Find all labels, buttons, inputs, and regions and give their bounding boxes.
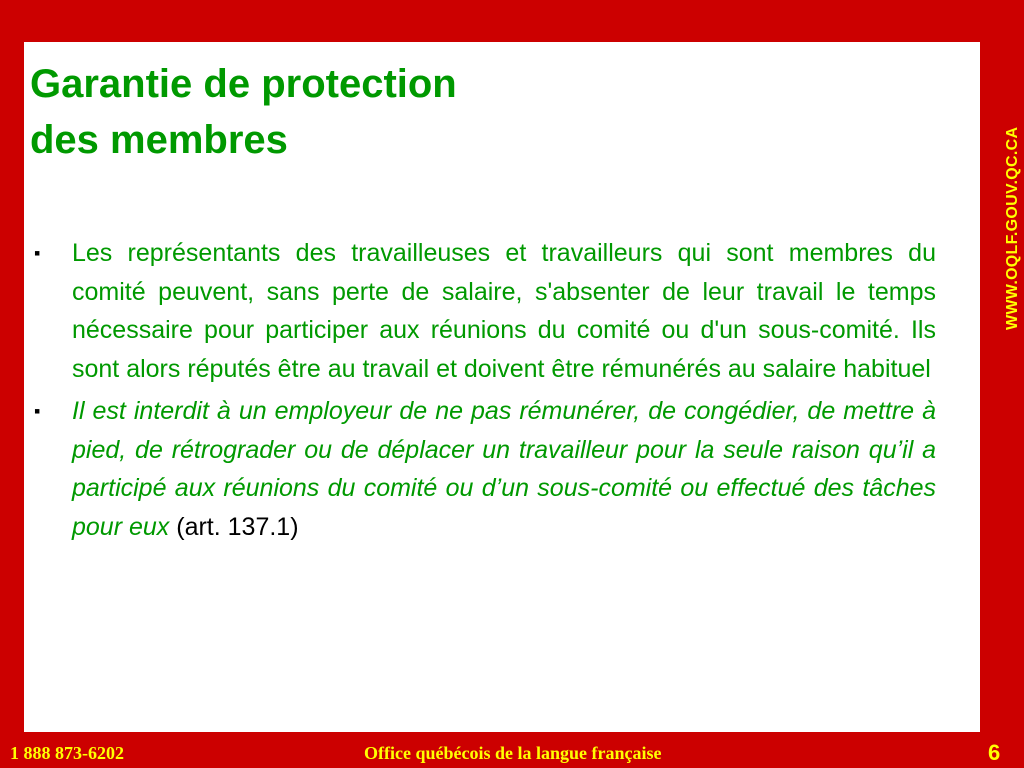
footer-page-number: 6 (988, 740, 1001, 765)
bullet-2-article-reference: (art. 137.1) (169, 512, 299, 541)
bullet-marker-icon: ▪ (34, 401, 41, 421)
slide-content-area (24, 42, 980, 732)
slide-title (30, 56, 457, 168)
footer-office-name: Office québécois de la langue française (364, 743, 662, 763)
bullet-2-text: Il est interdit à un employeur de ne pas rémunérer, de congédier, de mettre à pied, de rétrograder ou de déplacer un travailleur pour la seule raison qu’il a participé aux réunions du comité ou d’un sous-comité ou effectué des tâches pour eux (72, 397, 936, 541)
slide-title-line-2: des membres (30, 118, 288, 162)
footer-phone-number: 1 888 873-6202 (10, 743, 124, 763)
side-website-url: WWW.OQLF.GOUV.QC.CA (1004, 126, 1021, 330)
slide-title-line-1: Garantie de protection (30, 62, 457, 106)
bullet-item-2 (34, 392, 936, 546)
bullet-list (34, 234, 936, 550)
bullet-marker-icon: ▪ (34, 243, 41, 263)
bullet-item-1 (34, 234, 936, 388)
bullet-1-text: Les représentants des travailleuses et travailleurs qui sont membres du comité peuvent, sans perte de salaire, s'absenter de leur travail le temps nécessaire pour participer aux réunions du comité ou d'un sous-comité. Ils sont alors réputés être au travail et doivent être rémunérés au salaire habituel (72, 239, 936, 383)
